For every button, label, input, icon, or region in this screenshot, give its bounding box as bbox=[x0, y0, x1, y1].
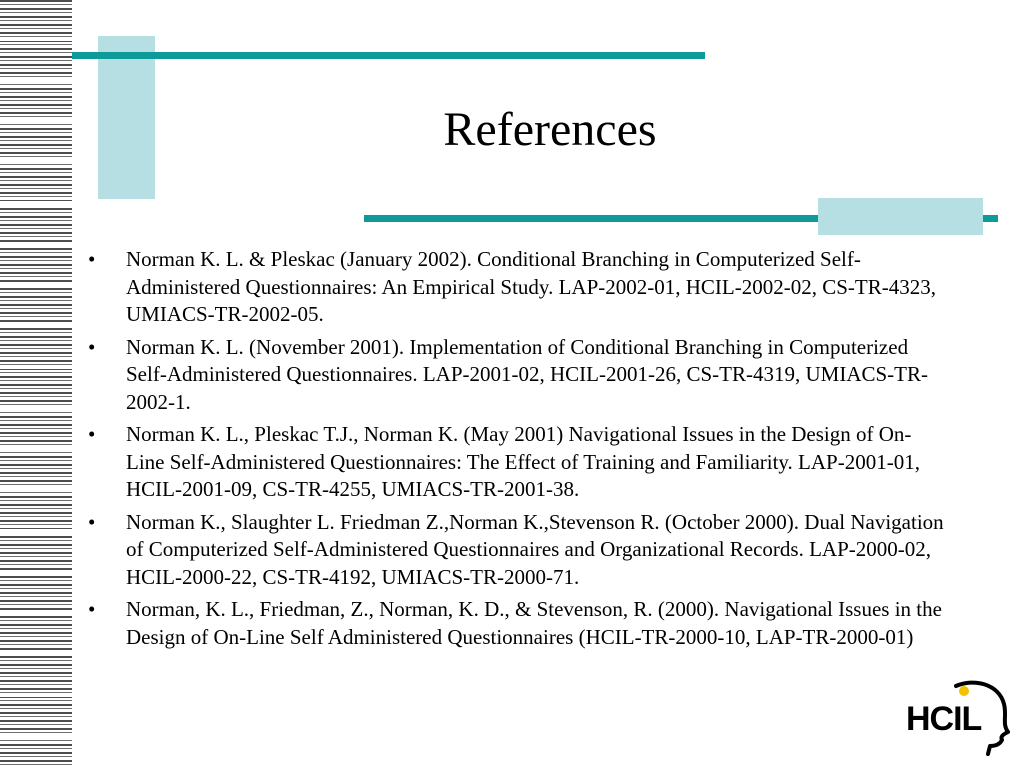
logo-dot bbox=[959, 686, 969, 696]
left-striped-border bbox=[0, 0, 72, 768]
svg-text:HCIL: HCIL bbox=[906, 700, 982, 738]
decorative-light-block-left bbox=[98, 36, 155, 199]
reference-text: Norman K. L., Pleskac T.J., Norman K. (May 2001) Navigational Issues in the Design of On-Line Self-Administered Questionnaires: The Effect of Training and Familiarity. LAP-2001-01, HCIL-2001-09, CS-TR-4255, UMIACS-TR-2001-38. bbox=[126, 422, 920, 501]
reference-item bbox=[86, 596, 946, 651]
decorative-teal-line-top bbox=[72, 52, 705, 59]
reference-text: Norman K. L. (November 2001). Implementation of Conditional Branching in Computerized Self-Administered Questionnaires. LAP-2001-02, HCIL-2001-26, CS-TR-4319, UMIACS-TR-2002-1. bbox=[126, 334, 928, 414]
reference-text: Norman K. L. & Pleskac (January 2002). Conditional Branching in Computerized Self-Administered Questionnaires: An Empirical Study. LAP-2002-01, HCIL-2002-02, CS-TR-4323, UMIACS-TR-2002-05. bbox=[126, 247, 936, 326]
bullet-icon: • bbox=[88, 509, 96, 534]
reference-item bbox=[86, 334, 946, 417]
bullet-icon: • bbox=[88, 247, 96, 271]
hcil-logo-icon bbox=[904, 676, 1014, 756]
reference-item bbox=[86, 509, 946, 592]
reference-text: Norman, K. L., Friedman, Z., Norman, K. D., & Stevenson, R. (2000). Navigational Issues in the Design of On-Line Self Administered Questionnaires (HCIL-TR-2000-10, LAP-TR-2000-01) bbox=[126, 597, 942, 649]
decorative-light-block-right bbox=[818, 198, 983, 235]
references-list bbox=[86, 246, 946, 656]
slide-title: References bbox=[443, 103, 657, 156]
reference-item bbox=[86, 246, 946, 329]
reference-item bbox=[86, 421, 946, 504]
bullet-icon: • bbox=[88, 422, 96, 446]
reference-text: Norman K., Slaughter L. Friedman Z.,Norman K.,Stevenson R. (October 2000). Dual Navigation of Computerized Self-Administered Questionnaires and Organizational Records. LAP-2000-02, HCIL-2000-22, CS-TR-4192, UMIACS-TR-2000-71. bbox=[126, 509, 944, 589]
bullet-icon: • bbox=[88, 597, 96, 621]
bullet-icon: • bbox=[88, 334, 96, 359]
